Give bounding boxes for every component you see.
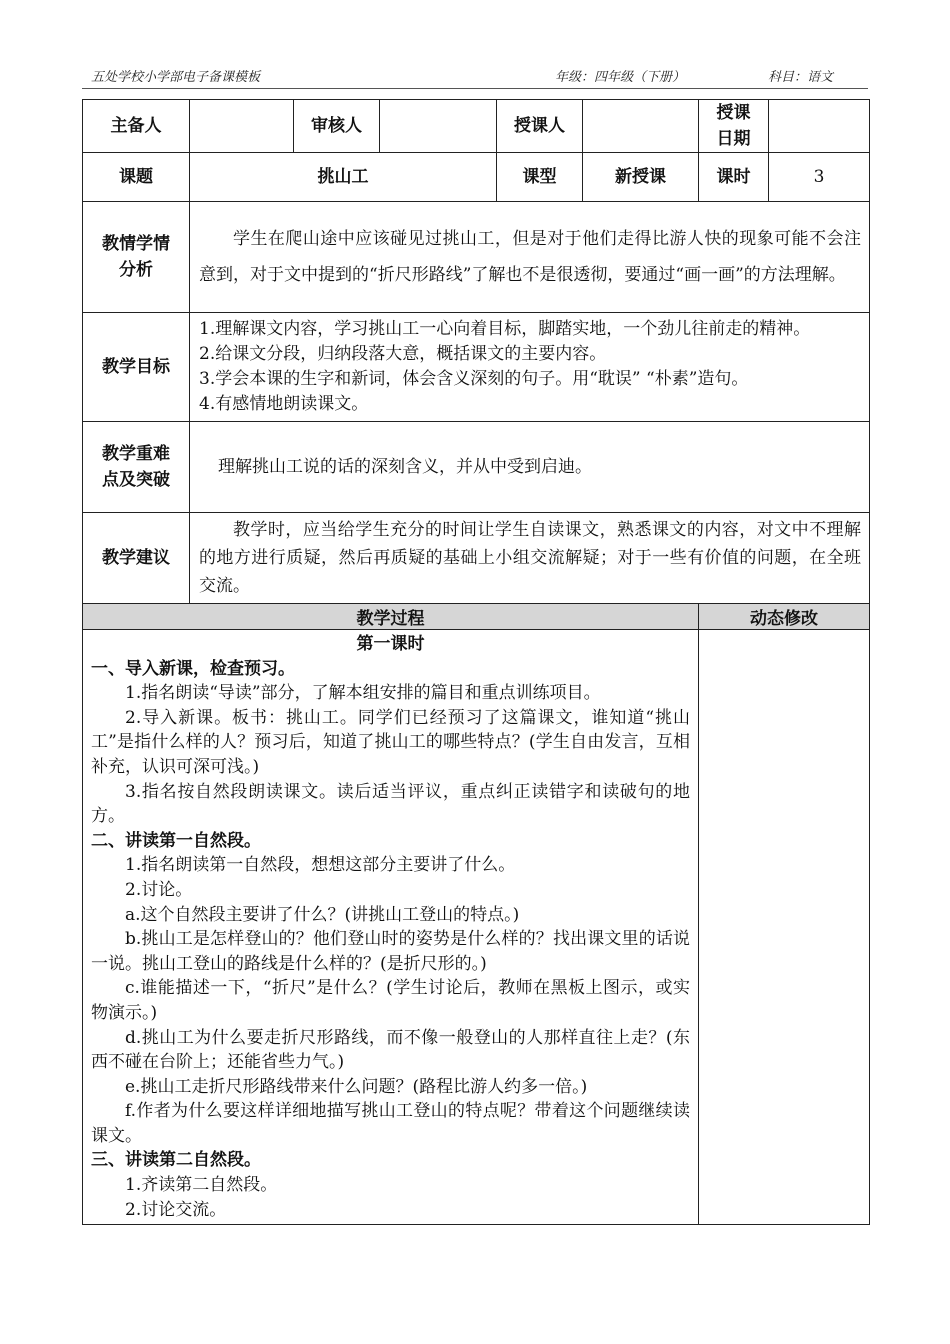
process-header-row	[83, 604, 870, 630]
school-name: 五处学校小学部电子备课模板	[91, 70, 261, 85]
header-rule	[82, 88, 868, 89]
keypoints-label-line-1: 教学重难	[102, 444, 170, 464]
keypoints-label	[83, 422, 190, 513]
section-2-title: 二、讲读第一自然段。	[91, 830, 261, 851]
type-value: 新授课	[583, 153, 699, 202]
suggestion-label: 教学建议	[83, 513, 190, 604]
goals-list	[190, 313, 870, 422]
goal-item-3: 3.学会本课的生字和新词，体会含义深刻的句子。用“耽误” “朴素”造句。	[199, 369, 749, 389]
step-2-f: f.作者为什么要这样详细地描写挑山工登山的特点呢？带着这个问题继续读课文。	[91, 1101, 690, 1146]
step-2-e: e.挑山工走折尺形路线带来什么问题？(路程比游人约多一倍。)	[125, 1076, 588, 1097]
info-row-1	[83, 100, 870, 153]
type-label: 课型	[497, 153, 583, 202]
goals-row	[83, 313, 870, 422]
teacher-label: 授课人	[497, 100, 583, 153]
date-label-line-1: 授课	[716, 103, 751, 123]
analysis-label-line-1: 教情学情	[102, 234, 170, 254]
subject-label: 科目：语文	[768, 70, 834, 85]
suggestion-row	[83, 513, 870, 604]
step-2-1: 1.指名朗读第一自然段，想想这部分主要讲了什么。	[125, 855, 516, 876]
topic-value: 挑山工	[190, 153, 497, 202]
grade-label: 年级：四年级（下册）	[555, 70, 686, 85]
date-value[interactable]	[769, 100, 870, 153]
step-2-a: a.这个自然段主要讲了什么？(讲挑山工登山的特点。)	[125, 904, 520, 925]
analysis-row	[83, 202, 870, 313]
process-label: 教学过程	[83, 604, 699, 630]
analysis-label	[83, 202, 190, 313]
analysis-text: 学生在爬山途中应该碰见过挑山工，但是对于他们走得比游人快的现象可能不会注意到，对于文中提到的“折尺形路线”了解也不是很透彻，要通过“画一画”的方法理解。	[190, 202, 870, 313]
reviewer-value[interactable]	[380, 100, 497, 153]
reviewer-label: 审核人	[294, 100, 380, 153]
revision-notes[interactable]	[699, 630, 870, 1225]
preparer-label: 主备人	[83, 100, 190, 153]
analysis-label-line-2: 分析	[119, 260, 153, 280]
teacher-value[interactable]	[583, 100, 699, 153]
topic-label: 课题	[83, 153, 190, 202]
lesson-plan-table	[82, 99, 870, 1225]
step-1-1: 1.指名朗读“导读”部分，了解本组安排的篇目和重点训练项目。	[125, 683, 601, 704]
date-label-line-2: 日期	[716, 129, 751, 149]
preparer-value[interactable]	[190, 100, 294, 153]
step-3-1: 1.齐读第二自然段。	[125, 1175, 278, 1196]
keypoints-text: 理解挑山工说的话的深刻含义，并从中受到启迪。	[190, 422, 870, 513]
info-row-2	[83, 153, 870, 202]
lesson-title: 第一课时	[356, 634, 425, 654]
revision-label: 动态修改	[699, 604, 870, 630]
step-2-d: d.挑山工为什么要走折尺形路线，而不像一般登山的人那样直往上走？(东西不碰在台阶上；还能省些力气。)	[91, 1027, 690, 1073]
suggestion-text: 教学时，应当给学生充分的时间让学生自读课文，熟悉课文的内容，对文中不理解的地方进行质疑，然后再质疑的基础上小组交流解疑；对于一些有价值的问题，在全班交流。	[190, 513, 870, 604]
step-2-c: c.谁能描述一下，“折尺”是什么？(学生讨论后，教师在黑板上图示，或实物演示。)	[91, 978, 690, 1023]
keypoints-row	[83, 422, 870, 513]
hours-label: 课时	[699, 153, 769, 202]
step-1-3: 3.指名按自然段朗读课文。读后适当评议，重点纠正读错字和读破句的地方。	[91, 781, 690, 827]
process-content	[83, 630, 699, 1225]
hours-value: 3	[769, 153, 870, 202]
process-row	[83, 630, 870, 1225]
date-label	[699, 100, 769, 153]
goal-item-1: 1.理解课文内容，学习挑山工一心向着目标，脚踏实地，一个劲儿往前走的精神。	[199, 319, 811, 339]
goal-item-2: 2.给课文分段，归纳段落大意，概括课文的主要内容。	[199, 344, 607, 364]
section-3-title: 三、讲读第二自然段。	[91, 1150, 261, 1171]
step-3-2: 2.讨论交流。	[125, 1199, 227, 1220]
step-2-b: b.挑山工是怎样登山的？他们登山时的姿势是什么样的？找出课文里的话说一说。挑山工登山的路线是什么样的？(是折尺形的。)	[91, 929, 690, 974]
goal-item-4: 4.有感情地朗读课文。	[199, 394, 369, 414]
step-2-2: 2.讨论。	[125, 879, 193, 900]
step-1-2: 2.导入新课。板书：挑山工。同学们已经预习了这篇课文，谁知道“挑山工”是指什么样的人？预习后，知道了挑山工的哪些特点？(学生自由发言，互相补充，认识可深可浅。)	[91, 707, 690, 777]
section-1-title: 一、导入新课，检查预习。	[91, 658, 295, 679]
goals-label: 教学目标	[83, 313, 190, 422]
keypoints-label-line-2: 点及突破	[102, 470, 170, 490]
